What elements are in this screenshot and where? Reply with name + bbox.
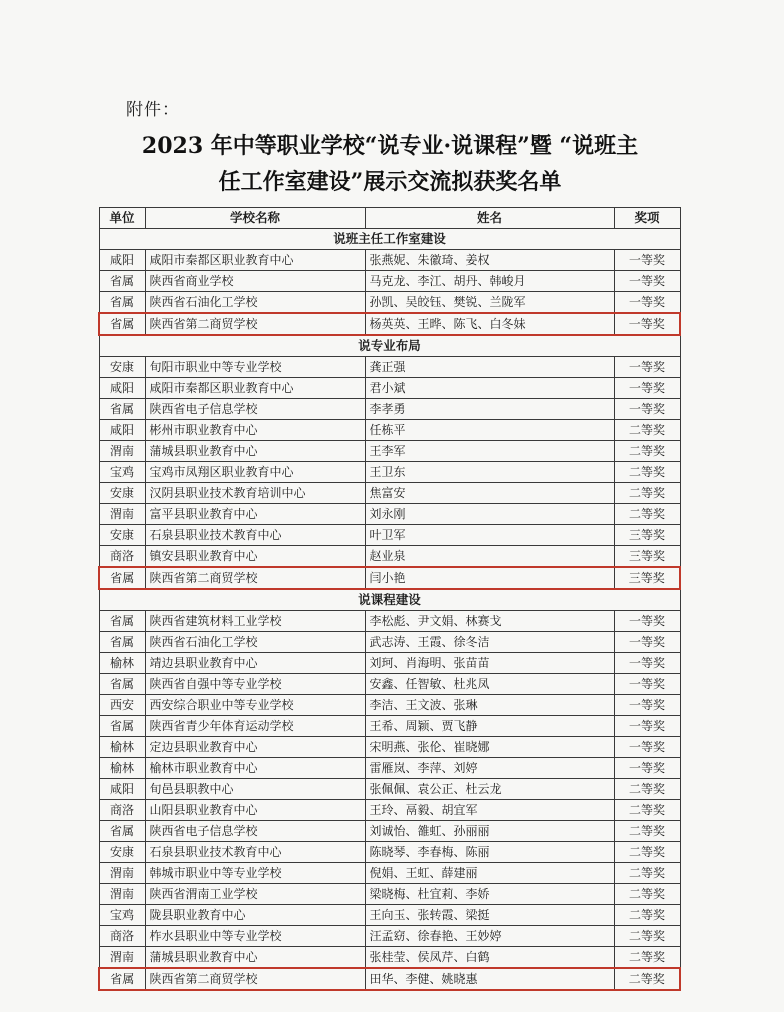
award-cell: 一等奖 [614, 378, 680, 399]
section-header-row [99, 589, 680, 611]
unit-cell: 省属 [99, 632, 145, 653]
school-cell: 陕西省第二商贸学校 [145, 313, 365, 335]
unit-cell: 安康 [99, 483, 145, 504]
table-row [99, 905, 680, 926]
school-cell: 陕西省建筑材料工业学校 [145, 611, 365, 632]
table-row [99, 525, 680, 546]
table-row [99, 737, 680, 758]
table-row [99, 716, 680, 737]
school-cell: 榆林市职业教育中心 [145, 758, 365, 779]
highlighted-table-row [99, 567, 680, 589]
names-cell: 李松彪、尹文娟、林赛戈 [365, 611, 614, 632]
unit-cell: 省属 [99, 716, 145, 737]
table-row [99, 653, 680, 674]
award-cell: 二等奖 [614, 863, 680, 884]
school-cell: 彬州市职业教育中心 [145, 420, 365, 441]
attachment-label: 附件： [126, 100, 180, 120]
unit-cell: 渭南 [99, 441, 145, 462]
table-row [99, 546, 680, 568]
school-cell: 陕西省第二商贸学校 [145, 968, 365, 990]
table-row [99, 378, 680, 399]
table-row [99, 863, 680, 884]
school-cell: 陕西省第二商贸学校 [145, 567, 365, 589]
award-cell: 一等奖 [614, 716, 680, 737]
table-row [99, 632, 680, 653]
names-cell: 张佩佩、袁公正、杜云龙 [365, 779, 614, 800]
award-cell: 一等奖 [614, 695, 680, 716]
school-cell: 陕西省商业学校 [145, 271, 365, 292]
header-award: 奖项 [614, 208, 680, 229]
school-cell: 宝鸡市凤翔区职业教育中心 [145, 462, 365, 483]
award-cell: 二等奖 [614, 884, 680, 905]
table-row [99, 399, 680, 420]
table-row [99, 357, 680, 378]
table-row [99, 779, 680, 800]
names-cell: 武志涛、王霞、徐冬洁 [365, 632, 614, 653]
names-cell: 刘珂、肖海明、张苗苗 [365, 653, 614, 674]
unit-cell: 省属 [99, 271, 145, 292]
award-cell: 二等奖 [614, 947, 680, 969]
award-cell: 二等奖 [614, 821, 680, 842]
table-row [99, 695, 680, 716]
unit-cell: 省属 [99, 567, 145, 589]
school-cell: 韩城市职业中等专业学校 [145, 863, 365, 884]
document-title [100, 128, 680, 200]
unit-cell: 渭南 [99, 863, 145, 884]
table-row [99, 926, 680, 947]
award-cell: 一等奖 [614, 737, 680, 758]
names-cell: 李孝勇 [365, 399, 614, 420]
names-cell: 田华、李健、姚晓惠 [365, 968, 614, 990]
award-cell: 二等奖 [614, 968, 680, 990]
school-cell: 陕西省石油化工学校 [145, 292, 365, 314]
section-title: 说课程建设 [99, 589, 680, 611]
school-cell: 西安综合职业中等专业学校 [145, 695, 365, 716]
award-cell: 一等奖 [614, 611, 680, 632]
school-cell: 陕西省石油化工学校 [145, 632, 365, 653]
unit-cell: 商洛 [99, 926, 145, 947]
school-cell: 靖边县职业教育中心 [145, 653, 365, 674]
header-names: 姓名 [365, 208, 614, 229]
unit-cell: 省属 [99, 821, 145, 842]
table-row [99, 884, 680, 905]
unit-cell: 咸阳 [99, 420, 145, 441]
names-cell: 赵业泉 [365, 546, 614, 568]
award-cell: 二等奖 [614, 800, 680, 821]
table-row [99, 483, 680, 504]
names-cell: 张桂莹、侯凤芹、白鹤 [365, 947, 614, 969]
table-row [99, 271, 680, 292]
school-cell: 陕西省电子信息学校 [145, 821, 365, 842]
header-school: 学校名称 [145, 208, 365, 229]
school-cell: 陇县职业教育中心 [145, 905, 365, 926]
names-cell: 王向玉、张转霞、梁挺 [365, 905, 614, 926]
names-cell: 孙凯、吴皎钰、樊锐、兰陇军 [365, 292, 614, 314]
names-cell: 张燕妮、朱徽琦、姜权 [365, 250, 614, 271]
unit-cell: 榆林 [99, 758, 145, 779]
award-cell: 一等奖 [614, 271, 680, 292]
award-cell: 一等奖 [614, 653, 680, 674]
table-header-row [99, 208, 680, 229]
names-cell: 雷雁岚、李萍、刘婷 [365, 758, 614, 779]
header-unit: 单位 [99, 208, 145, 229]
school-cell: 旬阳市职业中等专业学校 [145, 357, 365, 378]
unit-cell: 渭南 [99, 884, 145, 905]
names-cell: 王卫东 [365, 462, 614, 483]
school-cell: 陕西省青少年体育运动学校 [145, 716, 365, 737]
table-row [99, 504, 680, 525]
names-cell: 任栋平 [365, 420, 614, 441]
award-cell: 二等奖 [614, 905, 680, 926]
award-cell: 二等奖 [614, 441, 680, 462]
school-cell: 旬邑县职教中心 [145, 779, 365, 800]
award-cell: 二等奖 [614, 926, 680, 947]
names-cell: 刘永刚 [365, 504, 614, 525]
table-row [99, 758, 680, 779]
award-cell: 一等奖 [614, 632, 680, 653]
table-row [99, 800, 680, 821]
award-cell: 一等奖 [614, 313, 680, 335]
names-cell: 汪孟窈、徐春艳、王妙婷 [365, 926, 614, 947]
names-cell: 焦富安 [365, 483, 614, 504]
unit-cell: 安康 [99, 357, 145, 378]
unit-cell: 榆林 [99, 737, 145, 758]
names-cell: 马克龙、李江、胡丹、韩峻月 [365, 271, 614, 292]
unit-cell: 咸阳 [99, 378, 145, 399]
section-title: 说班主任工作室建设 [99, 229, 680, 250]
award-cell: 一等奖 [614, 399, 680, 420]
award-cell: 二等奖 [614, 504, 680, 525]
names-cell: 倪娟、王虹、薛建丽 [365, 863, 614, 884]
unit-cell: 安康 [99, 525, 145, 546]
table-row [99, 611, 680, 632]
table-row [99, 462, 680, 483]
names-cell: 安鑫、任智敏、杜兆凤 [365, 674, 614, 695]
unit-cell: 省属 [99, 399, 145, 420]
names-cell: 王李军 [365, 441, 614, 462]
unit-cell: 商洛 [99, 800, 145, 821]
award-cell: 二等奖 [614, 420, 680, 441]
unit-cell: 商洛 [99, 546, 145, 568]
award-cell: 一等奖 [614, 674, 680, 695]
unit-cell: 宝鸡 [99, 462, 145, 483]
award-cell: 一等奖 [614, 357, 680, 378]
unit-cell: 西安 [99, 695, 145, 716]
award-cell: 二等奖 [614, 483, 680, 504]
names-cell: 刘诚怡、雒虹、孙丽丽 [365, 821, 614, 842]
unit-cell: 渭南 [99, 947, 145, 969]
unit-cell: 省属 [99, 292, 145, 314]
award-cell: 二等奖 [614, 462, 680, 483]
section-title: 说专业布局 [99, 335, 680, 357]
school-cell: 汉阴县职业技术教育培训中心 [145, 483, 365, 504]
names-cell: 梁晓梅、杜宜莉、李娇 [365, 884, 614, 905]
names-cell: 宋明燕、张伦、崔晓娜 [365, 737, 614, 758]
unit-cell: 安康 [99, 842, 145, 863]
table-row [99, 674, 680, 695]
school-cell: 镇安县职业教育中心 [145, 546, 365, 568]
table-row [99, 441, 680, 462]
award-cell: 一等奖 [614, 250, 680, 271]
school-cell: 蒲城县职业教育中心 [145, 947, 365, 969]
names-cell: 君小斌 [365, 378, 614, 399]
award-cell: 一等奖 [614, 758, 680, 779]
school-cell: 陕西省电子信息学校 [145, 399, 365, 420]
school-cell: 陕西省渭南工业学校 [145, 884, 365, 905]
school-cell: 富平县职业教育中心 [145, 504, 365, 525]
school-cell: 陕西省自强中等专业学校 [145, 674, 365, 695]
award-table [98, 207, 681, 991]
names-cell: 杨英英、王晔、陈飞、白冬妹 [365, 313, 614, 335]
names-cell: 王玲、鬲毅、胡宜军 [365, 800, 614, 821]
unit-cell: 省属 [99, 313, 145, 335]
school-cell: 石泉县职业技术教育中心 [145, 842, 365, 863]
table-body [99, 229, 680, 991]
table-row [99, 250, 680, 271]
table-row [99, 842, 680, 863]
award-cell: 一等奖 [614, 292, 680, 314]
school-cell: 咸阳市秦都区职业教育中心 [145, 250, 365, 271]
award-cell: 二等奖 [614, 842, 680, 863]
unit-cell: 咸阳 [99, 779, 145, 800]
highlighted-table-row [99, 968, 680, 990]
school-cell: 蒲城县职业教育中心 [145, 441, 365, 462]
unit-cell: 渭南 [99, 504, 145, 525]
names-cell: 李洁、王文波、张琳 [365, 695, 614, 716]
names-cell: 闫小艳 [365, 567, 614, 589]
title-line-1: 2023 年中等职业学校“说专业·说课程”暨 “说班主 [141, 133, 639, 159]
unit-cell: 咸阳 [99, 250, 145, 271]
award-cell: 三等奖 [614, 525, 680, 546]
award-cell: 二等奖 [614, 779, 680, 800]
highlighted-table-row [99, 313, 680, 335]
section-header-row [99, 335, 680, 357]
school-cell: 咸阳市秦都区职业教育中心 [145, 378, 365, 399]
school-cell: 山阳县职业教育中心 [145, 800, 365, 821]
school-cell: 石泉县职业技术教育中心 [145, 525, 365, 546]
names-cell: 龚正强 [365, 357, 614, 378]
table-row [99, 420, 680, 441]
unit-cell: 省属 [99, 674, 145, 695]
unit-cell: 榆林 [99, 653, 145, 674]
section-header-row [99, 229, 680, 250]
title-line-2: 任工作室建设”展示交流拟获奖名单 [218, 169, 562, 195]
names-cell: 陈晓琴、李春梅、陈丽 [365, 842, 614, 863]
unit-cell: 省属 [99, 968, 145, 990]
table-row [99, 947, 680, 969]
school-cell: 定边县职业教育中心 [145, 737, 365, 758]
names-cell: 叶卫军 [365, 525, 614, 546]
award-cell: 三等奖 [614, 567, 680, 589]
names-cell: 王希、周颖、贾飞静 [365, 716, 614, 737]
unit-cell: 省属 [99, 611, 145, 632]
unit-cell: 宝鸡 [99, 905, 145, 926]
table-row [99, 292, 680, 314]
school-cell: 柞水县职业中等专业学校 [145, 926, 365, 947]
award-cell: 三等奖 [614, 546, 680, 568]
table-row [99, 821, 680, 842]
